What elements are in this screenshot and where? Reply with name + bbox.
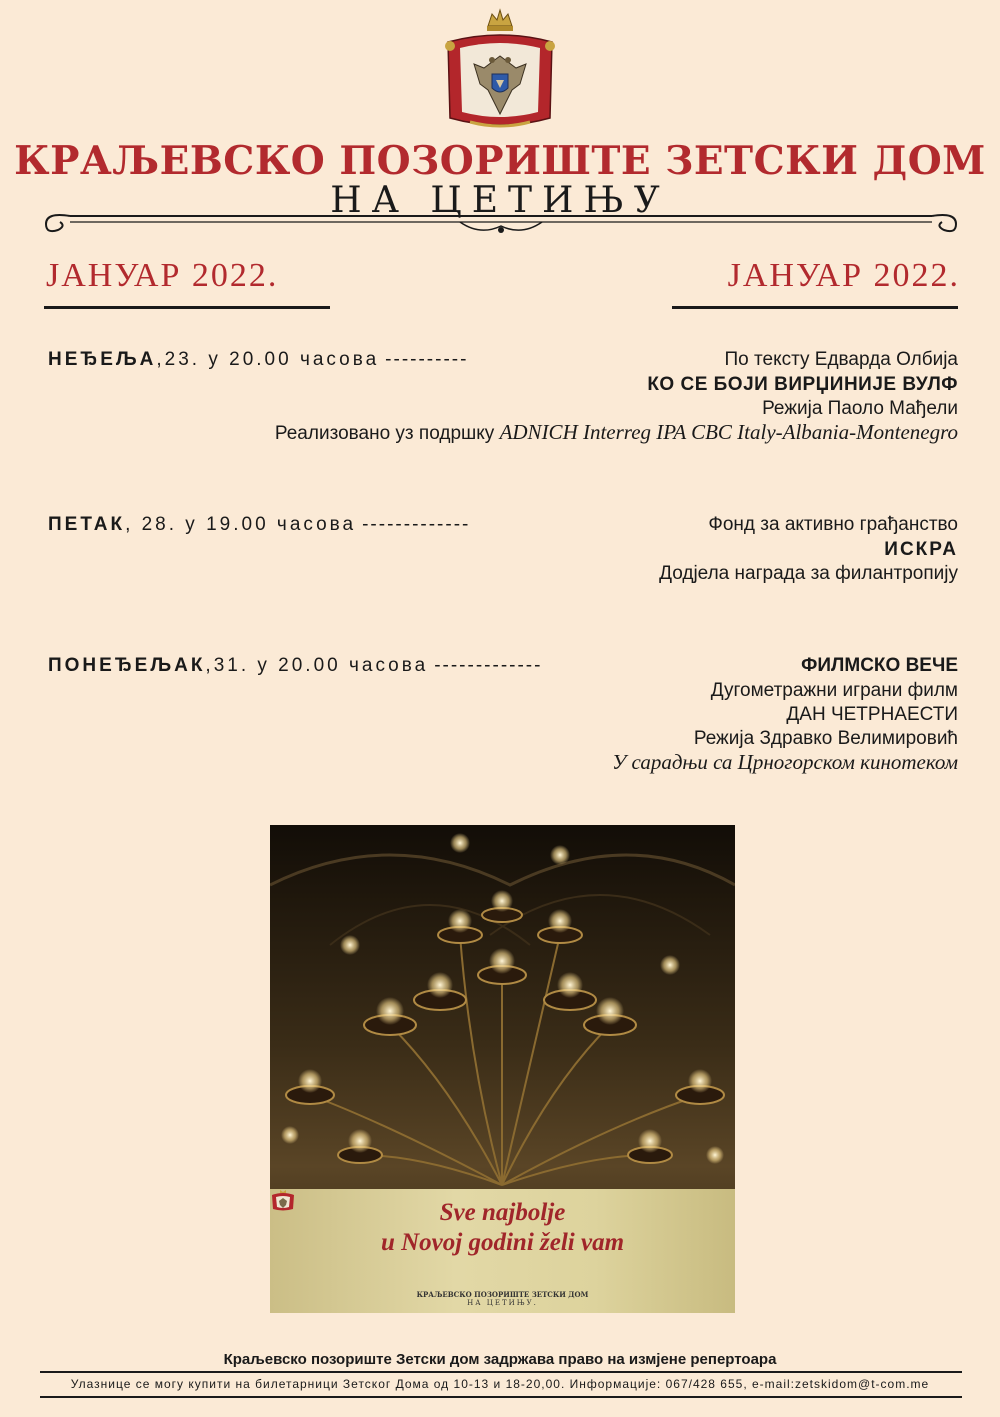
event-3-film-type: Дугометражни играни филм: [710, 680, 958, 701]
month-underline-left: [44, 306, 330, 309]
month-underline-right: [672, 306, 958, 309]
event-1-support: [275, 420, 958, 445]
event-1-support-prefix: Реализовано уз подршку: [274, 423, 500, 444]
event-1-author: По тексту Едварда Олбија: [724, 349, 958, 370]
event-3-time: ,31. у 20.00 часова: [205, 655, 429, 676]
month-heading-right: ЈАНУАР 2022.: [727, 257, 960, 294]
event-2-header: [48, 514, 958, 536]
repertoire-change-note: Краљевско позориште Зетски дом задржава право на измјене репертоара: [223, 1351, 777, 1368]
greeting-line-1: Sve najbolje: [439, 1199, 566, 1226]
event-3-day: ПОНЕЂЕЉАК: [48, 655, 206, 676]
footer-divider-top: [40, 1371, 962, 1373]
footer-divider-bottom: [40, 1396, 962, 1398]
event-1-header: [48, 349, 958, 371]
mini-crest-icon: [270, 1189, 296, 1211]
event-2-organizer: Фонд за активно грађанство: [708, 514, 958, 535]
event-1-dashes: ----------: [385, 349, 469, 370]
event-2-dashes: -------------: [362, 514, 471, 535]
ornamental-divider: [40, 208, 962, 238]
greeting-banner: [270, 1189, 735, 1313]
event-2-note: Додјела награда за филантропију: [659, 563, 958, 584]
event-2-time: , 28. у 19.00 часова: [125, 514, 357, 535]
event-3-dashes: -------------: [434, 655, 543, 676]
event-1-day: НЕЂЕЉА: [48, 349, 157, 370]
event-3-title: ДАН ЧЕТРНАЕСТИ: [786, 704, 958, 725]
event-1-director: Режија Паоло Мађели: [762, 398, 958, 419]
greeting-theatre-subtitle: НА ЦЕТИЊУ.: [467, 1299, 538, 1307]
ticket-info: Улазнице се могу купити на билетарници Зетског Дома од 10-13 и 18-20,00. Информације: 067/428 655, e-mail:zetskidom@t-com.me: [70, 1377, 930, 1391]
greeting-line-2: u Novoj godini želi vam: [380, 1229, 625, 1256]
theatre-subtitle: НА ЦЕТИЊУ: [330, 180, 670, 221]
theatre-title: КРАЉЕВСКО ПОЗОРИШТЕ ЗЕТСКИ ДОМ: [14, 138, 986, 184]
event-1-support-program: ADNICH Interreg IPA CBC Italy-Albania-Montenegro: [499, 420, 958, 444]
event-2-title: ИСКРА: [884, 539, 958, 560]
event-3-header: [48, 655, 958, 677]
month-heading-left: ЈАНУАР 2022.: [46, 257, 279, 294]
event-1-title: КО СЕ БОЈИ ВИРЏИНИЈЕ ВУЛФ: [647, 374, 958, 395]
event-3-director: Режија Здравко Велимировић: [693, 728, 958, 749]
event-2-day: ПЕТАК: [48, 514, 126, 535]
event-3-category: ФИЛМСКО ВЕЧЕ: [801, 655, 958, 676]
event-1-time: ,23. у 20.00 часова: [156, 349, 380, 370]
greeting-theatre-title: КРАЉЕВСКО ПОЗОРИШТЕ ЗЕТСКИ ДОМ: [416, 1290, 589, 1299]
royal-crest-icon: [440, 6, 560, 134]
event-3-cooperation: У сарадњи са Црногорском кинотеком: [612, 750, 958, 774]
chandelier-greeting-image: [270, 825, 735, 1313]
